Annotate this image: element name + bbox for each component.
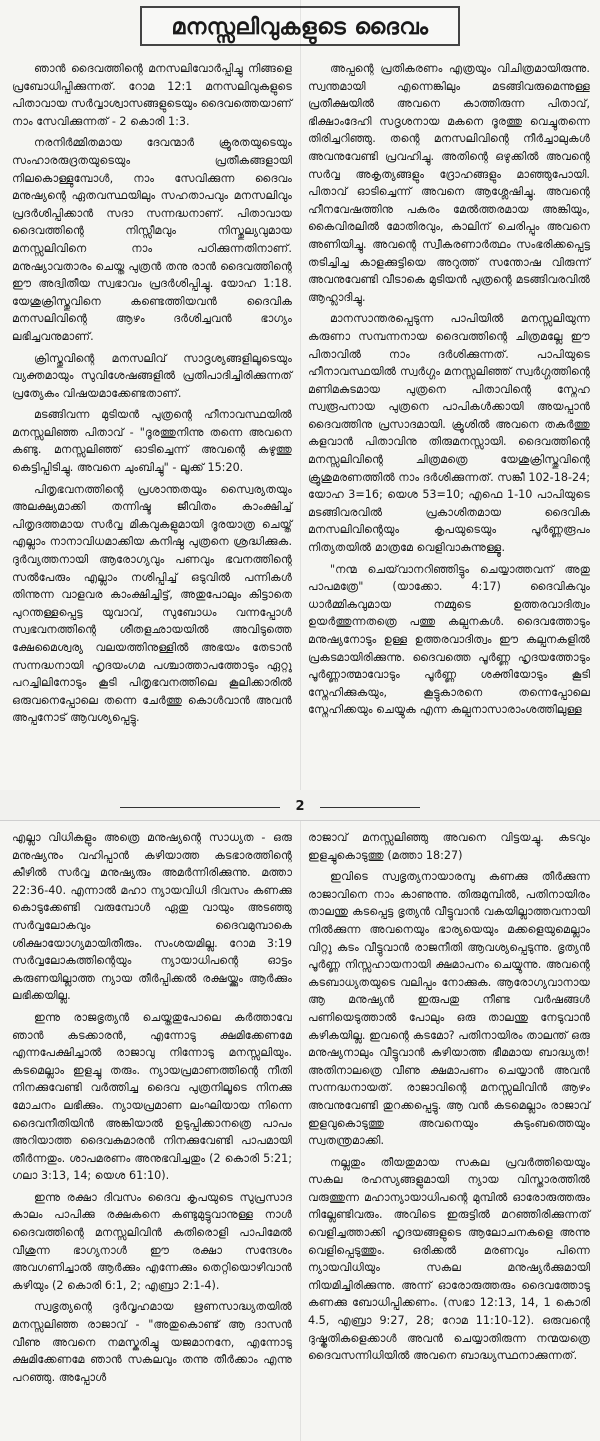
paragraph: നല്ലതും തീയതുമായ സകല പ്രവർത്തിയെയും സകല രഹസ്യങ്ങളുമായി ന്യായ വിസ്താരത്തിൽ വരുത്തുന്ന മഹാന്യായാധിപന്റെ മുമ്പിൽ ഓരോരുത്തരും നില്ലേണ്ടിവരും. അവിടെ ഇരുട്ടിൽ മറഞ്ഞിരിക്കുന്നത് വെളിച്ചത്താക്കി ഹൃദയങ്ങളുടെ ആലോചനകളെ അന്നു വെളിപ്പെടുത്തും. ഒരിക്കൽ മരണവും പിന്നെ ന്യായവിധിയും സകല മനുഷ്യർക്കുമായി നിയമിച്ചിരിക്കുന്നു. അന്ന് ഓരോരുത്തരും ദൈവത്തോടു കണക്കു ബോധിപ്പിക്കണം. (സഭാ 12:13, 14, 1 കൊരി 4.5, എബ്രാ 9:27, 28; റോമ 11:10-12). ഒരുവന്റെ ദുഷ്കൃതികളെക്കാൾ അവൻ ചെയ്യാതിരുന്ന നന്മയത്രെ ദൈവസന്നിധിയിൽ അവനെ ബാദ്ധ്യസ്ഥനാക്കുന്നത്. bbox=[308, 1155, 590, 1363]
page-title: മനസ്സലിവുകളുടെ ദൈവം bbox=[140, 6, 460, 46]
paragraph: മാനസാന്തരപ്പെടുന്ന പാപിയിൽ മനസ്സലിയുന്ന കരുണാ സമ്പന്നനായ ദൈവത്തിന്റെ ചിത്രമല്ലേ ഈ പിതാവിൽ നാം ദർശിക്കുന്നത്. പാപിയുടെ ഹീനാവസ്ഥയിൽ സ്വർഗ്ഗം മനസ്സലിഞ്ഞ് സ്വർഗ്ഗത്തിന്റെ മണിമകുടമായ പുത്രനെ പിതാവിന്റെ സ്നേഹ സ്വരൂപനായ പുത്രനെ പാപികൾക്കായി അയപ്പാൻ ദൈവത്തിനു പ്രസാദമായി. ക്രൂശിൽ അവനെ തകർത്തു കളവാൻ പിതാവിനു തിരുമനസ്സായി. ദൈവത്തിന്റെ മനസ്സലിവിന്റെ ചിത്രമത്രെ യേശുക്രിസ്തുവിന്റെ ക്രൂശുമരണത്തിൽ നാം ദർശിക്കുന്നത്. സങ്കീ 102-18-24; യോഹ 3=16; യെശ 53=10; എഫെ 1-10 പാപിയുടെ മടങ്ങിവരവിൽ പ്രകാശിതമായ ദൈവിക മനസലിവിന്റെയും കൃപയുടെയും പൂർണ്ണരൂപം നിത്യതയിൽ മാത്രമേ വെളിവാകുന്നുള്ളൂ. bbox=[308, 312, 590, 555]
upper-left-column bbox=[12, 60, 292, 731]
paragraph: ഇന്നു രാജഭൃത്യൻ ചെയ്തതുപോലെ കർത്താവേ ഞാൻ കടക്കാരൻ, എന്നോടു ക്ഷമിക്കേണമേ എന്നപേക്ഷിച്ചാൽ രാജാവു നിന്നോടു മനസ്സലിയും. കടമെല്ലാം ഇളച്ചു തരും. ന്യായപ്രമാണത്തിന്റെ നീതി നിനക്കുവേണ്ടി വർത്തിച്ച ദൈവ പുത്രനിലൂടെ നിനക്കു മോചനം ലഭിക്കും. ന്യായപ്രമാണ ലംഘിയായ നിന്നെ ദൈവനീതിയിൻ അങ്കിയാൽ ഉടുപ്പിക്കാനത്രെ പാപം അറിയാത്ത ദൈവകുമാരൻ നിനക്കുവേണ്ടി പാപമായി തീർന്നതും. ശാപമരണം അനുഭവിച്ചതും (2 കൊരി 5:21; ഗലാ 3:13, 14; യെശ 61:10). bbox=[12, 1010, 292, 1183]
paragraph: പിതൃഭവനത്തിന്റെ പ്രശാന്തതയും സ്വൈര്യതയും അലക്ഷ്യമാക്കി തന്നിഷ്ട ജീവിതം കാംക്ഷിച്ച് പിതൃദത്തമായ സർവ്വ മികവുകളുമായി ദൂരയാത്ര ചെയ്ത് എല്ലാം നാനാവിധമാക്കിയ കനിഷ്ഠ പുത്രനെ ശ്രദ്ധിക്കുക. ദുർവ്യത്തനായി ആരോഗ്യവും പണവും ഭവനത്തിന്റെ സൽപേരും എല്ലാം നശിപ്പിച്ച് ഒടുവിൽ പന്നികൾ തിന്നുന്ന വാളവര കാംക്ഷിച്ചിട്ട്, അതുപോലും കിട്ടാതെ പുറന്തള്ളപ്പെട്ട യുവാവ്, സുബോധം വന്നപ്പോൾ സ്വഭവനത്തിന്റെ ശീതളഛായയിൽ അവിടുത്തെ ക്ഷേമൈശ്വര്യ വലയത്തിനുള്ളിൽ അഭയം തേടാൻ സന്നദ്ധനായി ഹൃദയംഗമ പശ്ചാത്താപത്തോടും ഏറ്റു പറച്ചിലിനോടും കൂടി പിതൃഭവനത്തിലെ കൂലിക്കാരിൽ ഒരുവനെപ്പോലെ തന്നെ ചേർത്തു കൊൾവാൻ അവൻ അപ്പനോട് ആവശ്യപ്പെട്ടു. bbox=[12, 482, 292, 725]
lower-right-column bbox=[308, 829, 590, 1369]
column-fold bbox=[300, 821, 301, 1441]
paragraph: നരനിർമ്മിതമായ ദേവന്മാർ ക്രൂരതയുടെയും സംഹാരരുദ്രതയുടെയും പ്രതീകങ്ങളായി നിലകൊള്ളുമ്പോൾ, നാം സേവിക്കുന്ന ദൈവം മനുഷ്യന്റെ ഏതവസ്ഥയിലും സഹതാപവും മനസലിവും പ്രദർശിപ്പിക്കാൻ സദാ സന്നദ്ധനാണ്. പിതാവായ ദൈവത്തിന്റെ നിസ്സീമവും നിസ്തുല്യവുമായ മനസ്സലിവിനെ നാം പഠിക്കുന്നതിനാണ്. മനുഷ്യാവതാരം ചെയ്ത പുത്രൻ തനു രാൻ ദൈവത്തിന്റെ ഈ അദ്വിതീയ സ്വഭാവം പ്രദർശിപ്പിച്ചു. യോഹ 1:18. യേശുക്രിസ്തുവിനെ കണ്ടെത്തിയവൻ ദൈവിക മനസലിവിന്റെ ആഴം ദർശിച്ചവൻ ഭാഗ്യം ലഭിച്ചവനുമാണ്. bbox=[12, 136, 292, 343]
column-fold bbox=[300, 0, 301, 790]
paragraph: ക്രിസ്തുവിന്റെ മനസലിവ് സാദൃശ്യങ്ങളിലൂടെയും വ്യക്തമായും സുവിശേഷങ്ങളിൽ പ്രതിപാദിച്ചിരിക്കുന്നത് പ്രത്യേകം വിഷയമാക്കേണ്ടതാണ്. bbox=[12, 351, 292, 400]
upper-right-column bbox=[308, 60, 590, 723]
paragraph: ഇവിടെ സ്വഭൃത്യനായാരമ്പു കണക്കു തീർക്കുന്ന രാജാവിനെ നാം കാണുന്നു. തിരുമുമ്പിൽ, പതിനായിരം താലന്തു കടപ്പെട്ട ഭൃത്യൻ വീട്ടുവാൻ വകയില്ലാത്തവനായി നിൽക്കുന്ന അവനെയും ഭാര്യയെയും മക്കളെയുമെല്ലാം വിറ്റു കടം വീട്ടുവാൻ രാജനീതി ആവശ്യപ്പെടുന്നു. ഭൃത്യൻ പൂർണ്ണ നിസ്സഹായനായി ക്ഷമാപനം ചെയ്യുന്നു. അവന്റെ കടബാധ്യതയുടെ വലിപ്പം നോക്കുക. ആരോഗ്യവാനായ ആ മനുഷ്യൻ ഇരുപതു നീണ്ട വർഷങ്ങൾ പണിയെടുത്താൽ പോലും ഒരു താലന്തു നേടുവാൻ കഴികയില്ല. ഇവന്റെ കടമോ? പതിനായിരം താലന്ത് ഒരു മനുഷ്യനാലും വീട്ടുവാൻ കഴിയാത്ത ഭീമമായ ബാദ്ധ്യത! അതിനാലത്രെ വീണു ക്ഷമാപണം ചെയ്യാൻ അവൻ സന്നദ്ധനായത്. രാജാവിന്റെ മനസ്സലിവിൻ ആഴം അവനുവേണ്ടി തുറക്കപ്പെട്ടു. ആ വൻ കടമെല്ലാം രാജാവ് ഇളവുകൊടുത്തു അവനെയും കുടുംബത്തെയും സ്വതന്ത്രമാക്കി. bbox=[308, 870, 590, 1148]
paragraph: അപ്പന്റെ പ്രതികരണം എത്രയും വിചിത്രമായിരുന്നു. സ്വന്തമായി എന്നെങ്കിലും മടങ്ങിവരുമെന്നുള്ള പ്രതീക്ഷയിൽ അവനെ കാത്തിരുന്ന പിതാവ്, ഭിക്ഷാംദേഹി സദൃശനായ മകനെ ദൂരത്തു വെച്ചുതന്നെ തിരിച്ചറിഞ്ഞു. തന്റെ മനസലിവിന്റെ നീർച്ചാലുകൾ അവനുവേണ്ടി പ്രവഹിച്ചു. അതിന്റെ ഒഴുക്കിൽ അവന്റെ സർവ്വ അകൃത്യങ്ങളും ദ്രോഹങ്ങളും മാഞ്ഞുപോയി. പിതാവ് ഓടിച്ചെന്ന് അവനെ ആശ്ലേഷിച്ചു. അവന്റെ ഹീനവേഷത്തിനു പകരം മേൽത്തരമായ അങ്കിയും, കൈവിരലിൽ മോതിരവും, കാലിന് ചെരിപ്പും അവനെ അണിയിച്ചു. അവന്റെ സ്വീകരണാർത്ഥം സംഭരിക്കപ്പെട്ട തടിച്ചിച്ച കാളക്കുട്ടിയെ അറുത്ത് സന്തോഷ വിരുന്ന് അവനുവേണ്ടി വീടാകെ മുടിയൻ പുത്രന്റെ മടങ്ങിവരവിൽ ആഹ്ലാദിച്ചു. bbox=[308, 62, 590, 304]
paragraph: ഇന്നു രക്ഷാ ദിവസം ദൈവ കൃപയുടെ സുപ്രസാദ കാലം പാപിക്കു രക്ഷകനെ കണ്ടുമുട്ടുവാനുള്ള നാൾ ദൈവത്തിന്റെ മനസ്സലിവിൻ കതിരൊളി പാപിമേൽ വീശുന്ന ഭാഗ്യനാൾ ഈ രക്ഷാ സന്ദേശം അവഗണിച്ചാൽ ആർക്കും എന്നേക്കും തെറ്റിയൊഴിവാൻ കഴിയും (2 കൊരി 6:1, 2; എബ്രാ 2:1-4). bbox=[12, 1190, 292, 1292]
page-number: 2 bbox=[295, 799, 305, 814]
paragraph: സ്വഭൃത്യന്റെ ദുർവൃഹമായ ഋണസാദ്ധ്യതയിൽ മനസ്സലിഞ്ഞ രാജാവ് - "അതുകൊണ്ട് ആ ദാസൻ വീണു അവനെ നമസ്കരിച്ചു യജമാനനേ, എന്നോടു ക്ഷമിക്കേണമേ ഞാൻ സകലവും തന്നു തീർക്കാം എന്നു പറഞ്ഞു. അപ്പോൾ bbox=[12, 1300, 292, 1384]
page-number-rule-right bbox=[320, 807, 420, 808]
paragraph: മടങ്ങിവന്ന മുടിയൻ പുത്രന്റെ ഹീനാവസ്ഥയിൽ മനസ്സലിഞ്ഞ പിതാവ് - "ദൂരത്തുനിന്നു തന്നെ അവനെ കണ്ടു. മനസ്സലിഞ്ഞ് ഓടിച്ചെന്ന് അവന്റെ കഴുത്തു കെട്ടിപ്പിടിച്ചു. അവനെ ചുംബിച്ചു" - ലൂക്ക് 15:20. bbox=[12, 408, 292, 475]
lower-page bbox=[0, 820, 600, 1441]
paragraph: ഞാൻ ദൈവത്തിന്റെ മനസലിവോർപ്പിച്ചു നിങ്ങളെ പ്രബോധിപ്പിക്കുന്നത്. റോമ 12:1 മനസലിവുകളുടെ പിതാവായ സർവ്വാശ്വാസങ്ങളുടെയും ദൈവത്തെയാണ് നാം സേവിക്കുന്നത് - 2 കൊരി 1:3. bbox=[12, 62, 292, 128]
page-number-bar bbox=[0, 797, 600, 817]
paragraph: രാജാവ് മനസ്സലിഞ്ഞു അവനെ വിട്ടയച്ചു. കടവും ഇളച്ചുകൊടുത്തു (മത്താ 18:27) bbox=[308, 831, 590, 862]
paragraph: എല്ലാ വിധികളും അത്രെ മനുഷ്യന്റെ സാധ്യത - ഒരു മനുഷ്യനും വഹിപ്പാൻ കഴിയാത്ത കടഭാരത്തിന്റെ കീഴിൽ സർവ്വ മനുഷ്യരും അമർന്നിരിക്കുന്നു. മത്താ 22:36-40. എന്നാൽ മഹാ ന്യായവിധി ദിവസം കണക്കു കൊടുക്കേണ്ടി വരുമ്പോൾ ഏതു വായും അടഞ്ഞു സർവ്വലോകവും ദൈവമുമ്പാകെ ശിക്ഷായോഗ്യമായിതീരും. സംശയമില്ല. റോമ 3:19 സർവ്വലോകത്തിന്റെയും ന്യായാധിപന്റെ ഓട്ടം കരുണയില്ലാത്ത ന്യായ തീർപ്പിക്കൽ രക്ഷയ്ക്കും ആർക്കും ലഭിക്കയില്ല. bbox=[12, 831, 292, 1003]
page-number-rule-left bbox=[120, 807, 280, 808]
paragraph: "നന്മ ചെയ്‌വാനറിഞ്ഞിട്ടും ചെയ്യാത്തവന് അതു പാപമത്രേ" (യാക്കോ. 4:17) ദൈവികവും ധാർമ്മികവുമായ നമ്മുടെ ഉത്തരവാദിത്വം ഉയർത്തുന്നതത്രെ പത്തു കല്പനകൾ. ദൈവത്തോടും മനുഷ്യനോടും ഉള്ള ഉത്തരവാദിത്വം ഈ കല്പനകളിൽ പ്രകടമായിരിക്കുന്നു. ദൈവത്തെ പൂർണ്ണ ഹൃദയത്തോടും പൂർണ്ണാത്മാവോടും പൂർണ്ണ ശക്തിയോടും കൂടി സ്നേഹിക്കുകയും, കൂട്ടുകാരനെ തന്നെപ്പോലെ സ്നേഹിക്കയും ചെയ്യുക എന്ന കല്പനാസാരാംശത്തിലുള്ള bbox=[308, 562, 590, 717]
lower-left-column bbox=[12, 829, 292, 1390]
